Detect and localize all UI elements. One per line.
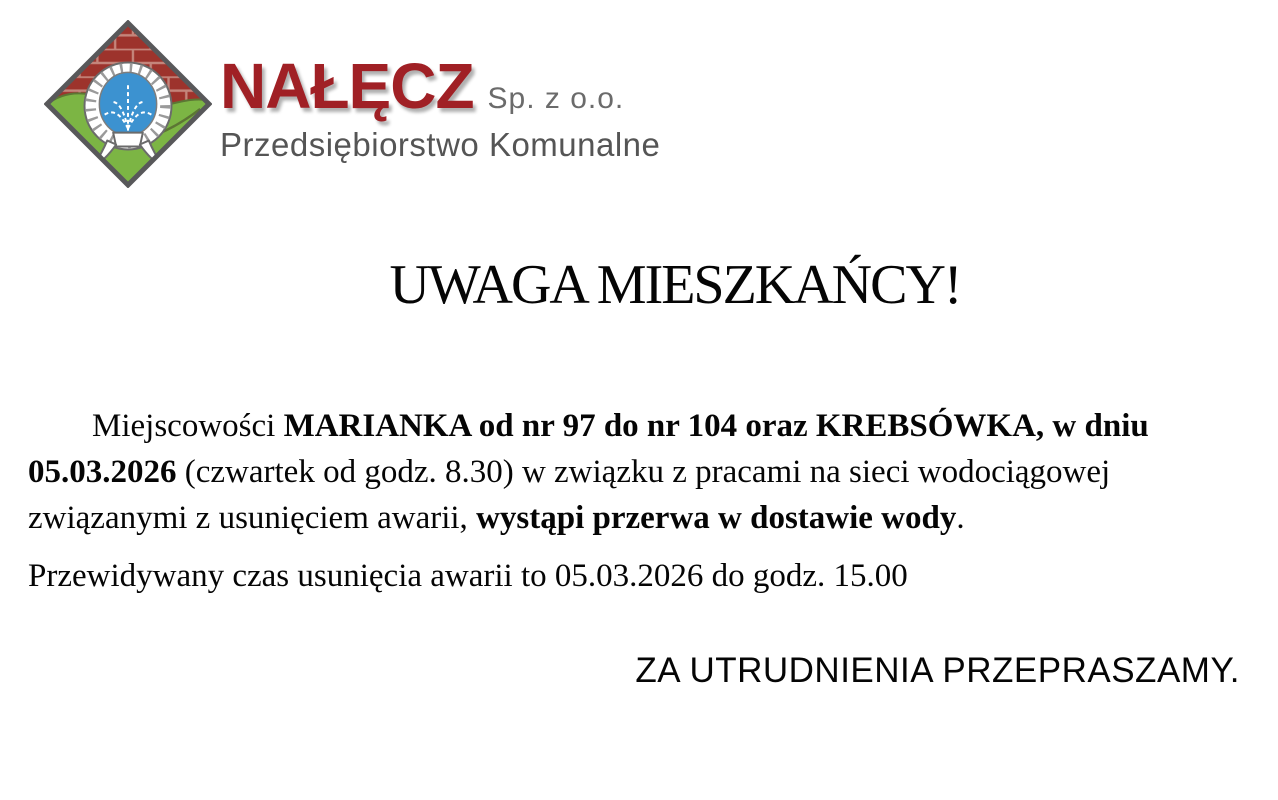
paragraph-locations-date-bold: MARIANKA od nr 97 do nr 104 oraz KREBSÓWKA, w dniu 05.03.2026 [28,408,1149,491]
company-subtitle: Przedsiębiorstwo Komunalne [220,126,661,163]
company-name: NAŁĘCZ [220,50,474,122]
paragraph-middle: (czwartek od godz. 8.30) w związku z pracami na sieci wodociągowej związanymi z usunięciem awarii, [28,454,1111,537]
notice-heading: UWAGA MIESZKAŃCY! [389,254,961,316]
notice-paragraph-duration: Przewidywany czas usunięcia awarii to 05.03.2026 do godz. 15.00 [28,558,908,595]
company-name-row [220,50,660,122]
paragraph-outage-bold: wystąpi przerwa w dostawie wody [476,500,957,537]
nalecz-coat-of-arms-icon [44,20,212,188]
paragraph-period: . [956,500,965,537]
company-legal-suffix: Sp. z o.o. [487,82,625,115]
company-brand [220,20,660,164]
company-header [0,0,1278,188]
apology-line: ZA UTRUDNIENIA PRZEPRASZAMY. [635,651,1240,691]
notice-paragraph-main [28,403,1250,541]
paragraph-lead: Miejscowości [92,408,284,445]
